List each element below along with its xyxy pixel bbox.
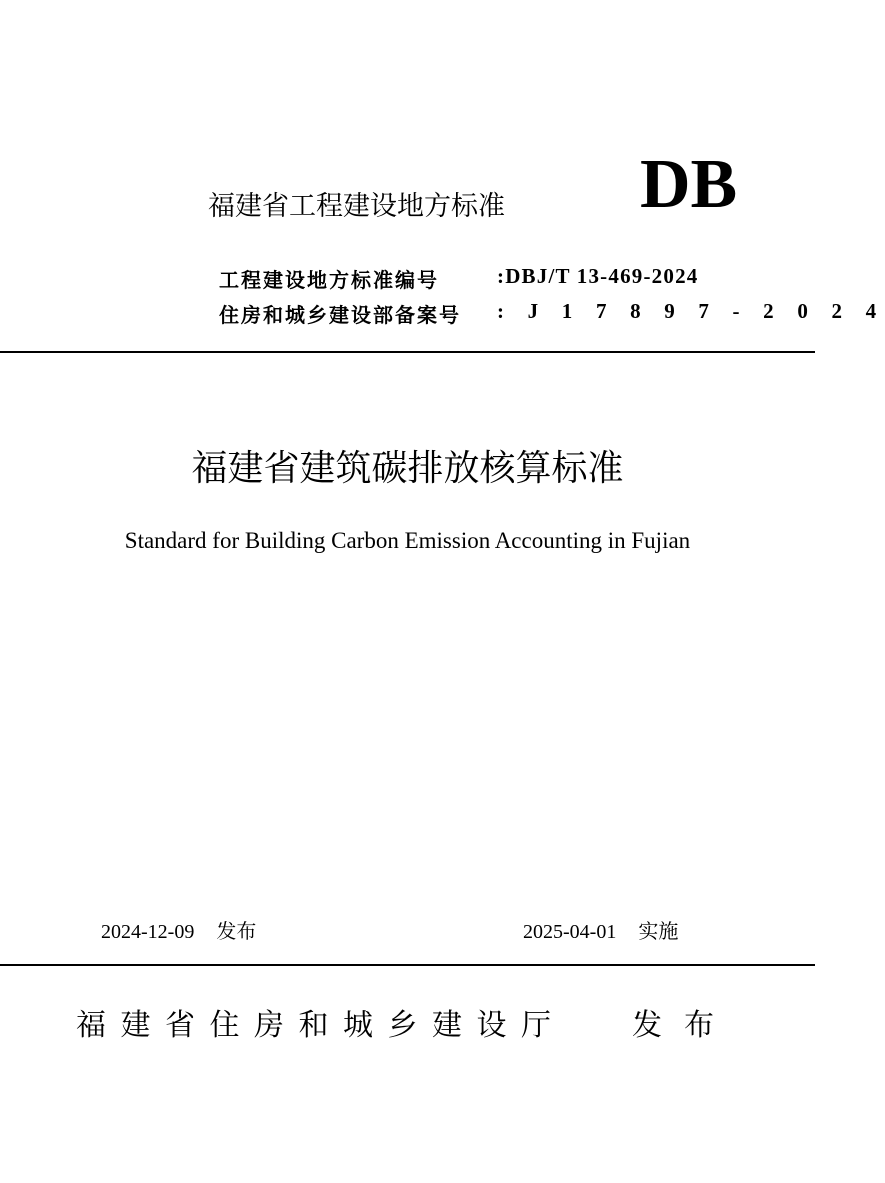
publish-label: 发布: [216, 919, 257, 943]
local-standard-number-label: 工程建设地方标准编号: [219, 268, 439, 292]
effective-label: 实施: [638, 919, 679, 943]
filing-number-label: 住房和城乡建设部备案号: [219, 303, 461, 327]
publish-date: 2024-12-09: [101, 921, 195, 943]
document-title: 福建省建筑碳排放核算标准: [191, 448, 624, 489]
local-standard-number-value: :DBJ/T 13-469-2024: [497, 264, 699, 288]
bottom-divider: [0, 964, 815, 966]
issuing-authority: 福建省住房和城乡建设厅: [76, 1008, 566, 1043]
publish-date-block: [101, 915, 256, 944]
filing-number-value: : J 1 7 8 9 7 - 2 0 2 4: [497, 299, 885, 323]
series-title: 福建省工程建设地方标准: [208, 191, 505, 222]
document-subtitle-en: Standard for Building Carbon Emission Accounting in Fujian: [124, 528, 691, 553]
issuing-action: 发布: [632, 1008, 736, 1043]
top-divider: [0, 351, 815, 353]
effective-date: 2025-04-01: [523, 921, 617, 943]
effective-date-block: [523, 915, 678, 944]
db-standard-mark: DB: [640, 146, 738, 223]
